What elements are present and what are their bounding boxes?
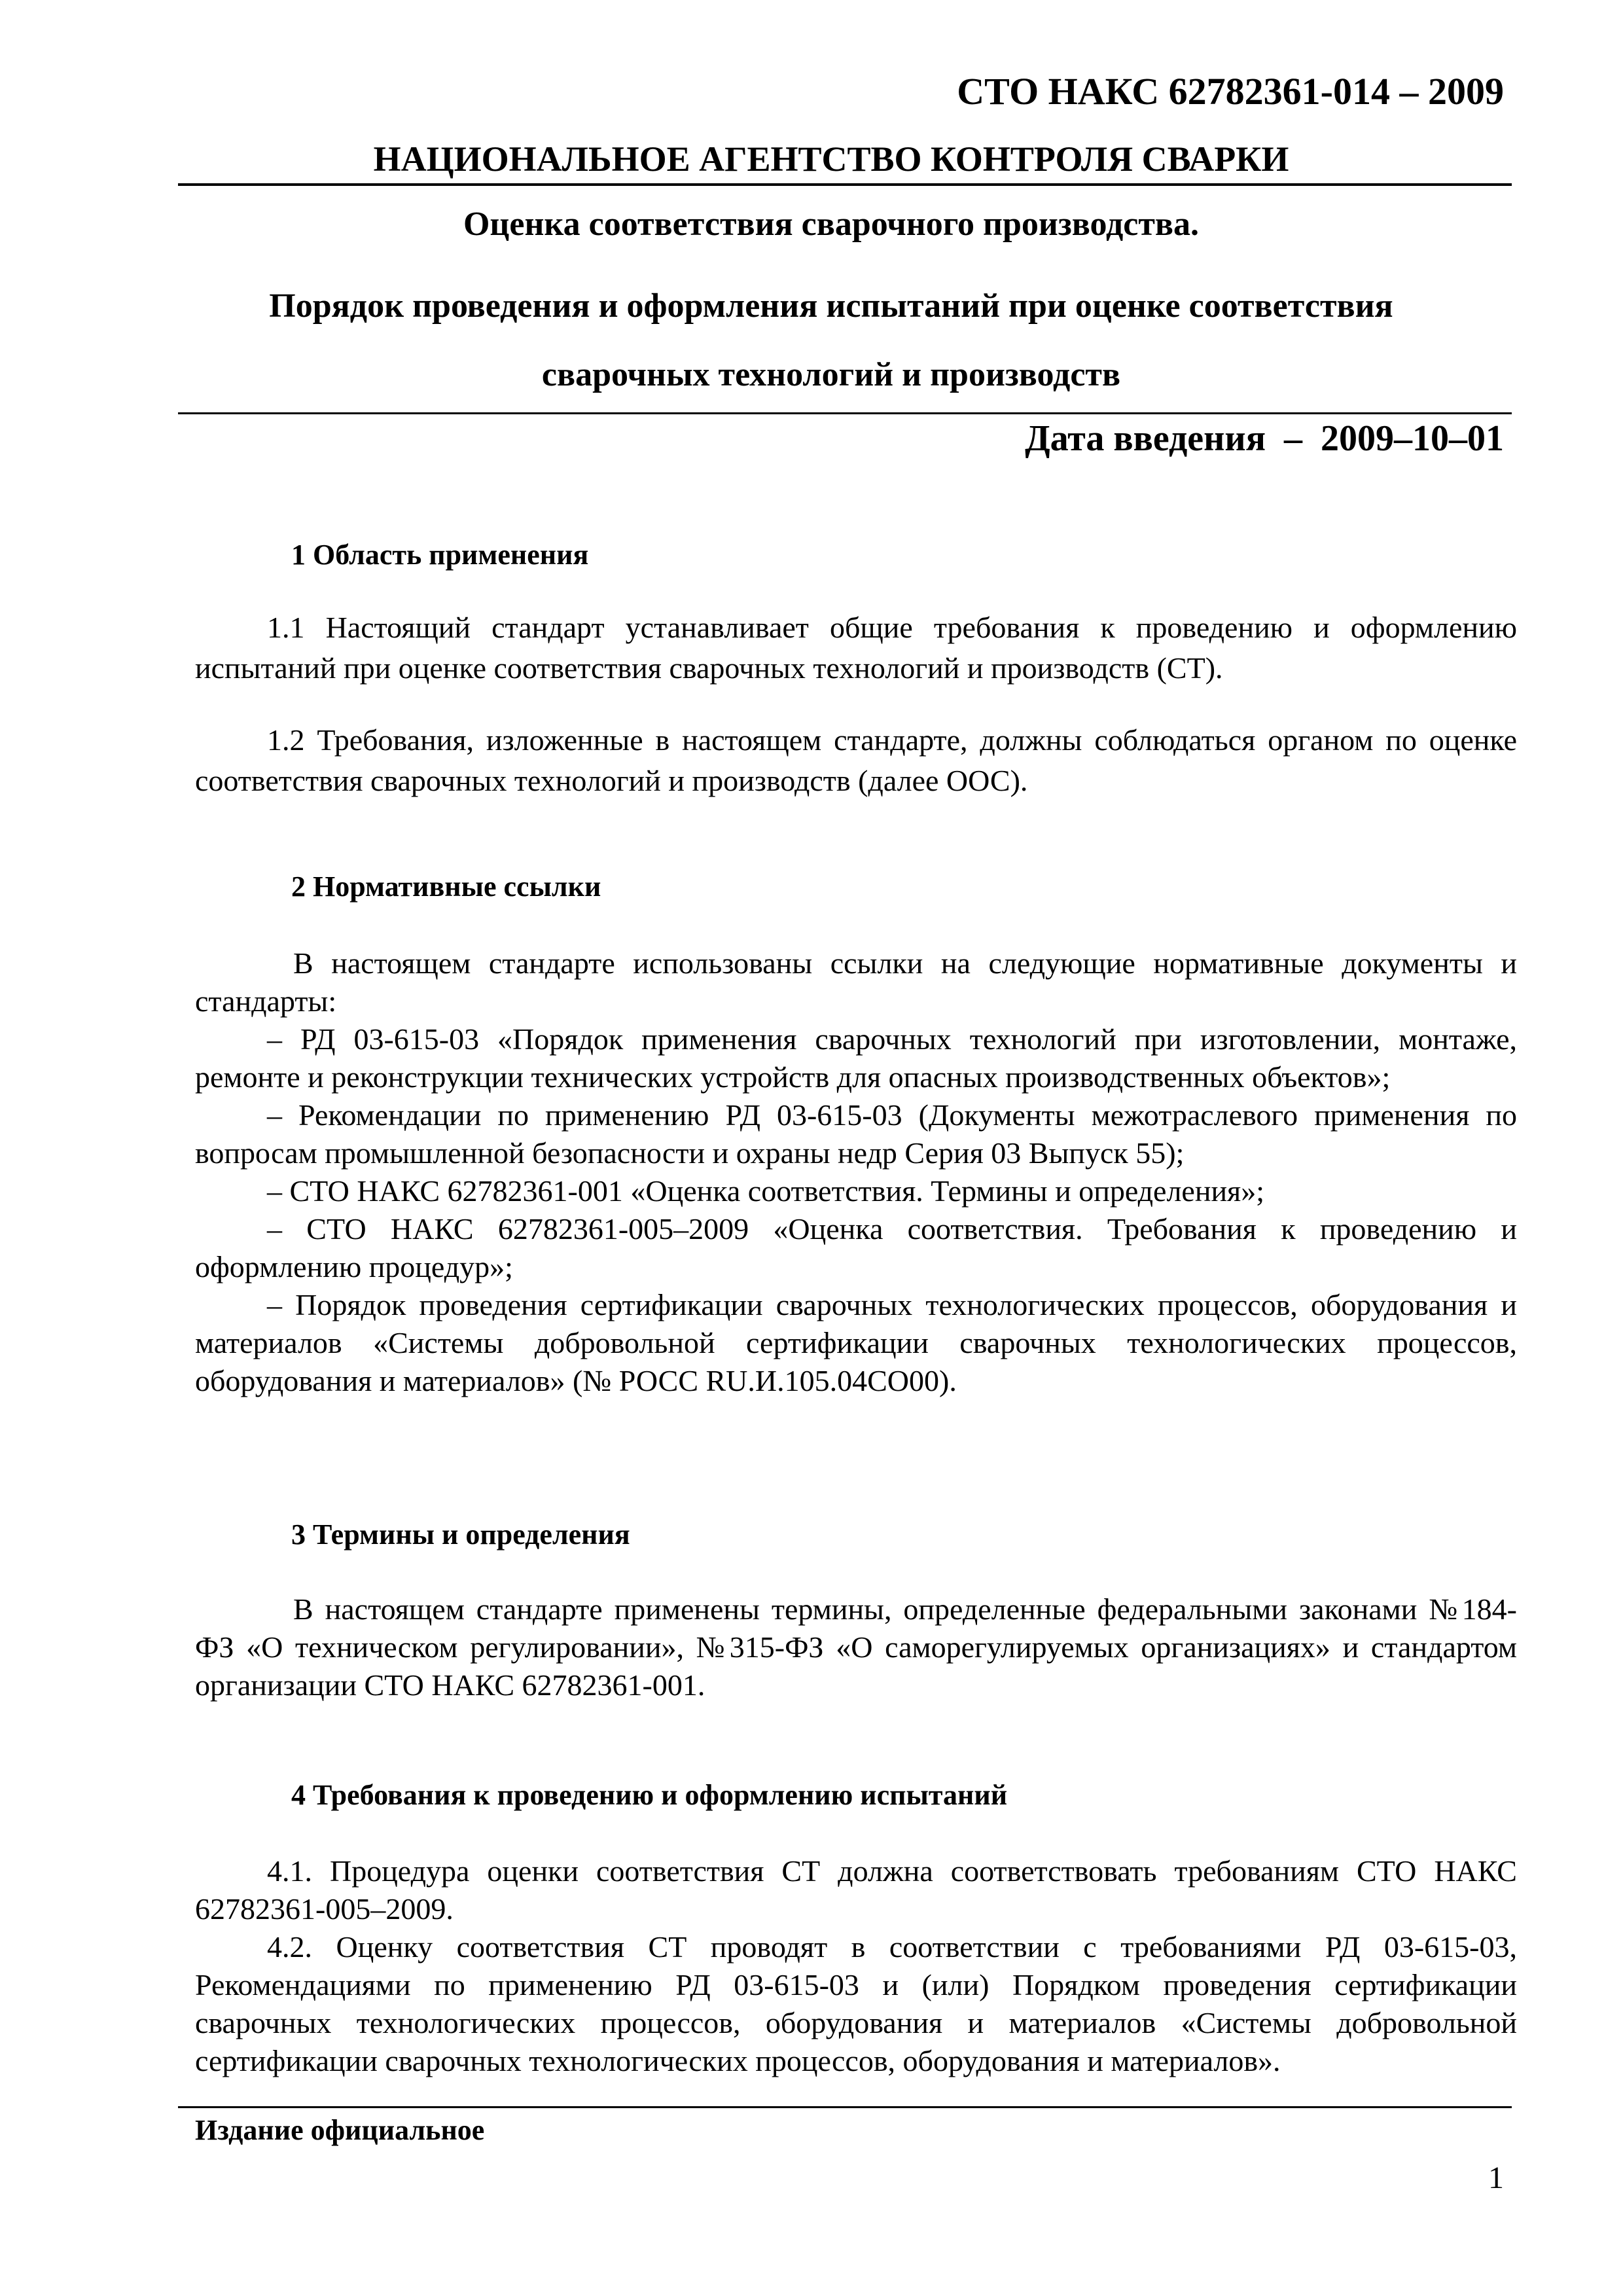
section-3-paragraph: В настоящем стандарте применены термины, определенные федеральными законами №184-ФЗ «О техническом регулировании», №315-ФЗ «О саморегулируемых организациях» и стандартом организации СТО НАКС 62782361-001. xyxy=(195,1592,1517,1702)
title-rule xyxy=(178,412,1512,414)
reference-item: – Рекомендации по применению РД 03-615-03 (Документы межотраслевого применения по вопросам промышленной безопасности и охраны недр Серия 03 Выпуск 55); xyxy=(195,1098,1517,1170)
document-code: СТО НАКС 62782361-014 – 2009 xyxy=(957,70,1504,113)
section-4-paragraph-2: 4.2. Оценку соответствия СТ проводят в соответствии с требованиями РД 03-615-03, Рекомендациями по применению РД 03-615-03 и (или) Порядком проведения сертификации сварочных технологических процессов, оборудования и материалов «Системы добровольной сертификации сварочных технологических процессов, оборудования и материалов». xyxy=(195,1930,1517,2077)
section-2-heading: 2 Нормативные ссылки xyxy=(291,870,601,903)
section-3-heading: 3 Термины и определения xyxy=(291,1518,630,1551)
title-line-3: сварочных технологий и производств xyxy=(541,356,1121,393)
official-edition-label: Издание официальное xyxy=(195,2114,485,2146)
introduction-date: Дата введения – 2009–10–01 xyxy=(1025,418,1504,459)
agency-name: НАЦИОНАЛЬНОЕ АГЕНТСТВО КОНТРОЛЯ СВАРКИ xyxy=(373,139,1289,179)
title-line-2: Порядок проведения и оформления испытаний при оценке соответствия xyxy=(269,287,1393,325)
reference-item: – РД 03-615-03 «Порядок применения сварочных технологий при изготовлении, монтаже, ремонте и реконструкции технических устройств для опасных производственных объектов»; xyxy=(195,1022,1517,1094)
page-number: 1 xyxy=(1488,2161,1504,2195)
section-1-heading: 1 Область применения xyxy=(291,539,589,571)
section-2-intro: В настоящем стандарте использованы ссылки на следующие нормативные документы и стандарты: xyxy=(195,946,1517,1018)
section-4-body xyxy=(195,1852,1517,2080)
reference-item: – СТО НАКС 62782361-001 «Оценка соответствия. Термины и определения»; xyxy=(267,1174,1264,1208)
section-1-paragraph-2: 1.2 Требования, изложенные в настоящем стандарте, должны соблюдаться органом по оценке соответствия сварочных технологий и производств (далее ООС). xyxy=(195,723,1517,797)
section-2-body xyxy=(195,944,1517,1400)
reference-item: – СТО НАКС 62782361-005–2009 «Оценка соответствия. Требования к проведению и оформлению процедур»; xyxy=(195,1212,1517,1283)
section-4-heading: 4 Требования к проведению и оформлению испытаний xyxy=(291,1779,1008,1811)
header-rule xyxy=(178,183,1512,186)
footer-rule xyxy=(178,2106,1512,2108)
title-line-1: Оценка соответствия сварочного производства. xyxy=(463,206,1200,243)
reference-item: – Порядок проведения сертификации сварочных технологических процессов, оборудования и материалов «Системы добровольной сертификации сварочных технологических процессов, оборудования и материалов» (№ РОСС RU.И.105.04СО00). xyxy=(195,1288,1517,1397)
section-1-paragraph-1: 1.1 Настоящий стандарт устанавливает общие требования к проведению и оформлению испытаний при оценке соответствия сварочных технологий и производств (СТ). xyxy=(195,611,1517,685)
section-4-paragraph-1: 4.1. Процедура оценки соответствия СТ должна соответствовать требованиям СТО НАКС 62782361-005–2009. xyxy=(195,1854,1517,1926)
